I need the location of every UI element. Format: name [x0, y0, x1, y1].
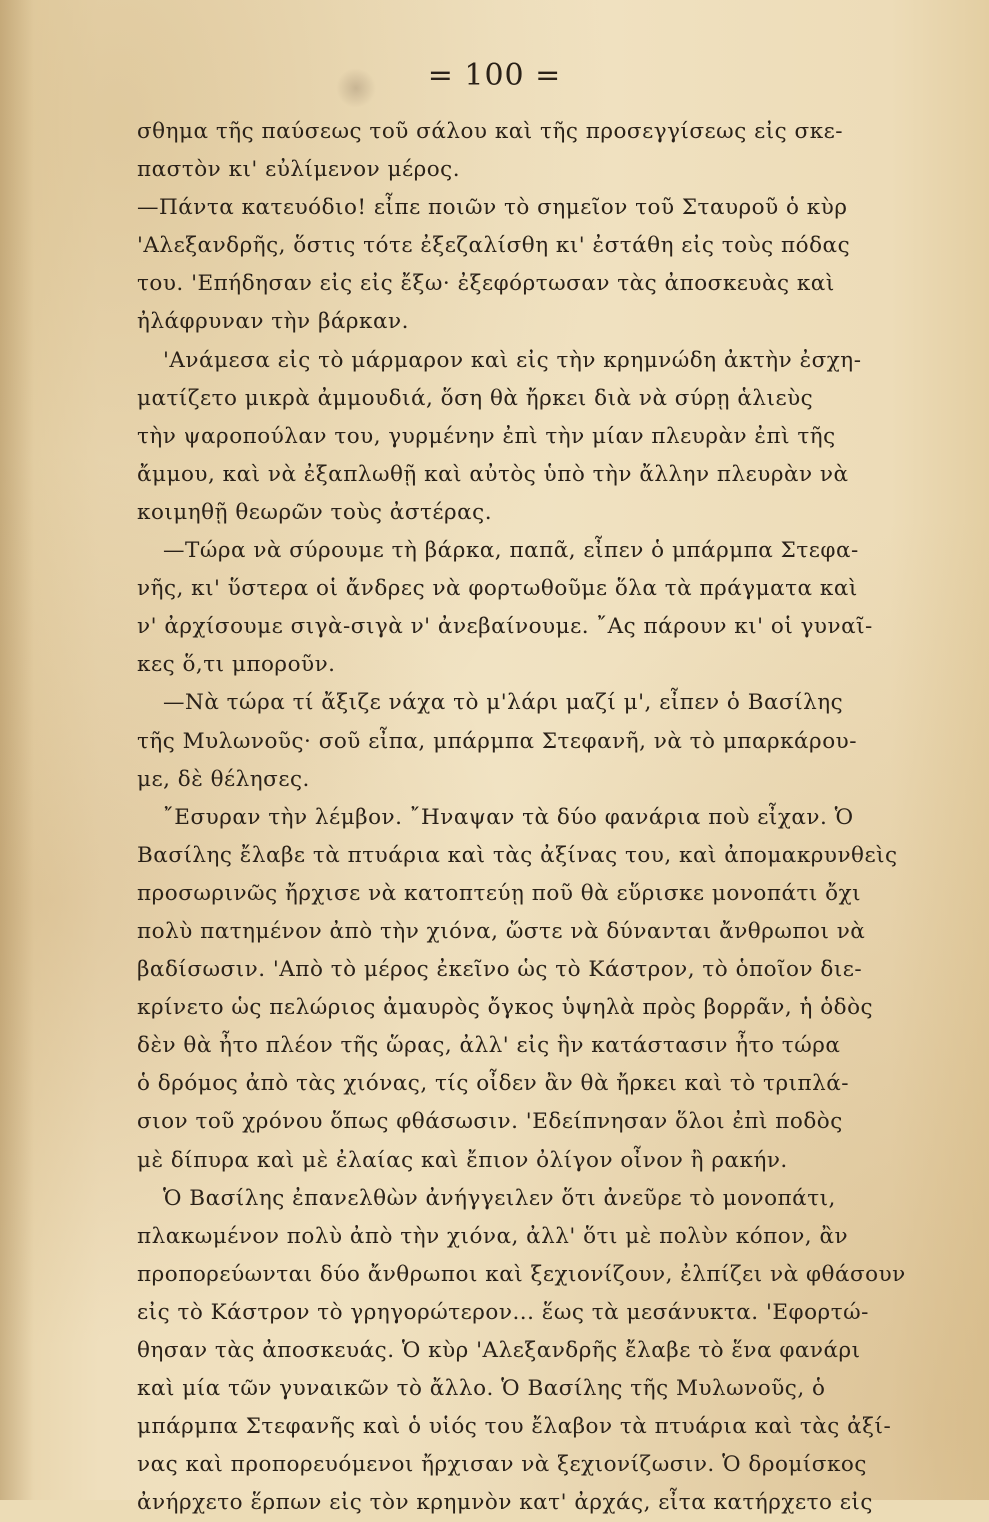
text-line: —Τώρα νὰ σύρουμε τὴ βάρκα, παπᾶ, εἶπεν ὁ μπάρμπα Στεφα- [163, 538, 859, 564]
text-line: του. 'Επήδησαν εἰς εἰς ἔξω· ἐξεφόρτωσαν τὰς ἀποσκευὰς καὶ [137, 271, 835, 297]
text-line: σθημα τῆς παύσεως τοῦ σάλου καὶ τῆς προσεγγίσεως εἰς σκε- [137, 119, 844, 144]
body-text [137, 113, 973, 1522]
text-line: ν' ἀρχίσουμε σιγὰ-σιγὰ ν' ἀνεβαίνουμε. ῎Ας πάρουν κι' οἱ γυναῖ- [137, 614, 873, 640]
text-line: ἀνήρχετο ἕρπων εἰς τὸν κρημνὸν κατ' ἀρχάς, εἶτα κατήρχετο εἰς [137, 1490, 873, 1516]
text-line: παστὸν κι' εὐλίμενον μέρος. [137, 157, 461, 183]
text-line: Βασίλης ἔλαβε τὰ πτυάρια καὶ τὰς ἀξίνας του, καὶ ἀπομακρυνθεὶς [137, 842, 898, 868]
text-line: ματίζετο μικρὰ ἀμμουδιά, ὅση θὰ ἤρκει διὰ νὰ σύρῃ ἁλιεὺς [137, 385, 814, 411]
text-line: ἄμμου, καὶ νὰ ἐξαπλωθῇ καὶ αὐτὸς ὑπὸ τὴν ἄλλην πλευρὰν νὰ [137, 461, 849, 487]
text-line: τὴν ψαροπούλαν του, γυρμένην ἐπὶ τὴν μίαν πλευρὰν ἐπὶ τῆς [137, 423, 836, 449]
text-line: —Πάντα κατευόδιο! εἶπε ποιῶν τὸ σημεῖον τοῦ Σταυροῦ ὁ κὺρ [137, 195, 848, 221]
text-line: θησαν τὰς ἀποσκευάς. Ὁ κὺρ 'Αλεξανδρῆς ἔλαβε τὸ ἕνα φανάρι [137, 1338, 861, 1363]
text-line: προσωρινῶς ἤρχισε νὰ κατοπτεύῃ ποῦ θὰ εὕρισκε μονοπάτι ὄχι [137, 880, 862, 906]
text-line: δὲν θὰ ἦτο πλέον τῆς ὥρας, ἀλλ' εἰς ἣν κατάστασιν ἦτο τώρα [137, 1033, 841, 1059]
text-line: εἰς τὸ Κάστρον τὸ γρηγορώτερον... ἕως τὰ μεσάνυκτα. 'Εφορτώ- [137, 1299, 869, 1325]
text-line: σιον τοῦ χρόνου ὅπως φθάσωσιν. 'Εδείπνησαν ὅλοι ἐπὶ ποδὸς [137, 1109, 843, 1135]
text-line: μὲ δίπυρα καὶ μὲ ἐλαίας καὶ ἔπιον ὀλίγον οἶνον ἢ ρακήν. [137, 1147, 788, 1173]
text-line: κοιμηθῇ θεωρῶν τοὺς ἀστέρας. [137, 499, 493, 525]
text-line: νῆς, κι' ὕστερα οἱ ἄνδρες νὰ φορτωθοῦμε ὅλα τὰ πράγματα καὶ [137, 576, 858, 602]
text-line: με, δὲ θέλησες. [137, 766, 310, 792]
page-number: = 100 = [427, 58, 562, 93]
text-line: 'Ανάμεσα εἰς τὸ μάρμαρον καὶ εἰς τὴν κρημνώδη ἀκτὴν ἐσχη- [163, 347, 862, 373]
text-line: πλακωμένον πολὺ ἀπὸ τὴν χιόνα, ἀλλ' ὅτι μὲ πολὺν κόπον, ἂν [137, 1223, 849, 1249]
text-line: ὁ δρόμος ἀπὸ τὰς χιόνας, τίς οἶδεν ἂν θὰ ἤρκει καὶ τὸ τριπλά- [137, 1071, 850, 1097]
text-line: καὶ μία τῶν γυναικῶν τὸ ἄλλο. Ὁ Βασίλης τῆς Μυλωνοῦς, ὁ [137, 1376, 826, 1402]
text-line: κες ὅ,τι μποροῦν. [137, 652, 336, 678]
text-line: κρίνετο ὡς πελώριος ἀμαυρὸς ὄγκος ὑψηλὰ πρὸς βορρᾶν, ἡ ὁδὸς [137, 995, 874, 1021]
text-line: προπορεύωνται δύο ἄνθρωποι καὶ ξεχιονίζουν, ἐλπίζει νὰ φθάσουν [137, 1261, 906, 1287]
text-line: —Νὰ τώρα τί ἄξιζε νάχα τὸ μ'λάρι μαζί μ', εἶπεν ὁ Βασίλης [163, 690, 844, 716]
text-line: βαδίσωσιν. 'Απὸ τὸ μέρος ἐκεῖνο ὡς τὸ Κάστρον, τὸ ὁποῖον διε- [137, 957, 863, 983]
text-line: τῆς Μυλωνοῦς· σοῦ εἶπα, μπάρμπα Στεφανῆ, νὰ τὸ μπαρκάρου- [137, 728, 857, 754]
page-edge-shadow [0, 0, 34, 1500]
text-line: ῎Εσυραν τὴν λέμβον. ῎Ηναψαν τὰ δύο φανάρια ποὺ εἶχαν. Ὁ [163, 804, 854, 830]
text-line: ἠλάφρυναν τὴν βάρκαν. [137, 309, 409, 335]
text-line: νας καὶ προπορευόμενοι ἤρχισαν νὰ ξεχιονίζωσιν. Ὁ δρομίσκος [137, 1452, 867, 1478]
text-line: μπάρμπα Στεφανῆς καὶ ὁ υἱός του ἔλαβον τὰ πτυάρια καὶ τὰς ἀξί- [137, 1414, 892, 1440]
text-line: πολὺ πατημένον ἀπὸ τὴν χιόνα, ὥστε νὰ δύνανται ἄνθρωποι νὰ [137, 918, 866, 944]
text-line: Ὁ Βασίλης ἐπανελθὼν ἀνήγγειλεν ὅτι ἀνεῦρε τὸ μονοπάτι, [163, 1185, 836, 1211]
text-line: 'Αλεξανδρῆς, ὅστις τότε ἐξεζαλίσθη κι' ἐστάθη εἰς τοὺς πόδας [137, 233, 851, 259]
